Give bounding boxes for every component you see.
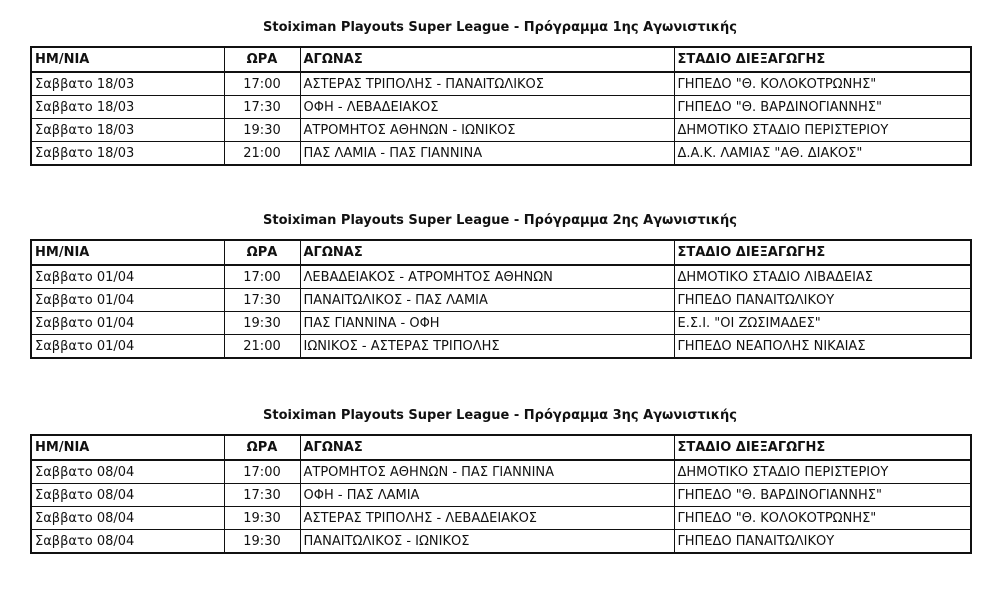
schedule-table (30, 46, 972, 166)
cell-time: 17:00 (224, 72, 300, 96)
cell-date: Σαββατο 18/03 (31, 96, 224, 119)
cell-time: 21:00 (224, 142, 300, 166)
cell-date: Σαββατο 08/04 (31, 530, 224, 554)
cell-time: 21:00 (224, 335, 300, 359)
cell-match: ΑΤΡΟΜΗΤΟΣ ΑΘΗΝΩΝ - ΙΩΝΙΚΟΣ (300, 119, 674, 142)
header-time: ΩΡΑ (224, 240, 300, 265)
cell-date: Σαββατο 01/04 (31, 289, 224, 312)
cell-venue: ΓΗΠΕΔΟ "Θ. ΚΟΛΟΚΟΤΡΩΝΗΣ" (674, 507, 971, 530)
header-time: ΩΡΑ (224, 435, 300, 460)
header-match: ΑΓΩΝΑΣ (300, 240, 674, 265)
cell-time: 17:00 (224, 460, 300, 484)
table-header-row (31, 47, 971, 72)
header-date: ΗΜ/ΝΙΑ (31, 435, 224, 460)
cell-match: ΑΣΤΕΡΑΣ ΤΡΙΠΟΛΗΣ - ΛΕΒΑΔΕΙΑΚΟΣ (300, 507, 674, 530)
cell-time: 19:30 (224, 119, 300, 142)
cell-venue: ΓΗΠΕΔΟ ΠΑΝΑΙΤΩΛΙΚΟΥ (674, 289, 971, 312)
header-date: ΗΜ/ΝΙΑ (31, 240, 224, 265)
table-row (31, 72, 971, 96)
cell-date: Σαββατο 01/04 (31, 265, 224, 289)
table-row (31, 289, 971, 312)
cell-time: 19:30 (224, 507, 300, 530)
cell-venue: ΓΗΠΕΔΟ ΝΕΑΠΟΛΗΣ ΝΙΚΑΙΑΣ (674, 335, 971, 359)
header-date: ΗΜ/ΝΙΑ (31, 47, 224, 72)
cell-date: Σαββατο 08/04 (31, 484, 224, 507)
table-row (31, 142, 971, 166)
table-row (31, 312, 971, 335)
cell-date: Σαββατο 18/03 (31, 72, 224, 96)
cell-venue: ΔΗΜΟΤΙΚΟ ΣΤΑΔΙΟ ΠΕΡΙΣΤΕΡΙΟΥ (674, 119, 971, 142)
header-venue: ΣΤΑΔΙΟ ΔΙΕΞΑΓΩΓΗΣ (674, 240, 971, 265)
header-match: ΑΓΩΝΑΣ (300, 435, 674, 460)
cell-time: 17:30 (224, 289, 300, 312)
cell-match: ΟΦΗ - ΛΕΒΑΔΕΙΑΚΟΣ (300, 96, 674, 119)
table-row (31, 335, 971, 359)
cell-time: 17:30 (224, 96, 300, 119)
table-row (31, 484, 971, 507)
table-row (31, 265, 971, 289)
cell-venue: ΓΗΠΕΔΟ "Θ. ΚΟΛΟΚΟΤΡΩΝΗΣ" (674, 72, 971, 96)
round-title: Stoiximan Playouts Super League - Πρόγραμμα 3ης Αγωνιστικής (263, 408, 737, 423)
header-time: ΩΡΑ (224, 47, 300, 72)
cell-date: Σαββατο 08/04 (31, 460, 224, 484)
header-venue: ΣΤΑΔΙΟ ΔΙΕΞΑΓΩΓΗΣ (674, 47, 971, 72)
cell-match: ΑΣΤΕΡΑΣ ΤΡΙΠΟΛΗΣ - ΠΑΝΑΙΤΩΛΙΚΟΣ (300, 72, 674, 96)
cell-time: 17:30 (224, 484, 300, 507)
table-row (31, 119, 971, 142)
table-row (31, 460, 971, 484)
cell-match: ΠΑΝΑΙΤΩΛΙΚΟΣ - ΠΑΣ ΛΑΜΙΑ (300, 289, 674, 312)
table-row (31, 507, 971, 530)
table-header-row (31, 435, 971, 460)
table-row (31, 96, 971, 119)
header-match: ΑΓΩΝΑΣ (300, 47, 674, 72)
cell-match: ΙΩΝΙΚΟΣ - ΑΣΤΕΡΑΣ ΤΡΙΠΟΛΗΣ (300, 335, 674, 359)
cell-venue: Ε.Σ.Ι. "ΟΙ ΖΩΣΙΜΑΔΕΣ" (674, 312, 971, 335)
table-row (31, 530, 971, 554)
cell-match: ΠΑΝΑΙΤΩΛΙΚΟΣ - ΙΩΝΙΚΟΣ (300, 530, 674, 554)
cell-match: ΟΦΗ - ΠΑΣ ΛΑΜΙΑ (300, 484, 674, 507)
schedule-table (30, 239, 972, 359)
cell-match: ΛΕΒΑΔΕΙΑΚΟΣ - ΑΤΡΟΜΗΤΟΣ ΑΘΗΝΩΝ (300, 265, 674, 289)
cell-venue: ΓΗΠΕΔΟ ΠΑΝΑΙΤΩΛΙΚΟΥ (674, 530, 971, 554)
cell-time: 19:30 (224, 312, 300, 335)
cell-venue: ΓΗΠΕΔΟ "Θ. ΒΑΡΔΙΝΟΓΙΑΝΝΗΣ" (674, 484, 971, 507)
cell-venue: ΔΗΜΟΤΙΚΟ ΣΤΑΔΙΟ ΠΕΡΙΣΤΕΡΙΟΥ (674, 460, 971, 484)
cell-date: Σαββατο 18/03 (31, 142, 224, 166)
round-title: Stoiximan Playouts Super League - Πρόγραμμα 2ης Αγωνιστικής (263, 213, 737, 228)
cell-match: ΑΤΡΟΜΗΤΟΣ ΑΘΗΝΩΝ - ΠΑΣ ΓΙΑΝΝΙΝΑ (300, 460, 674, 484)
round-title: Stoiximan Playouts Super League - Πρόγραμμα 1ης Αγωνιστικής (263, 20, 737, 35)
cell-venue: ΓΗΠΕΔΟ "Θ. ΒΑΡΔΙΝΟΓΙΑΝΝΗΣ" (674, 96, 971, 119)
cell-match: ΠΑΣ ΓΙΑΝΝΙΝΑ - ΟΦΗ (300, 312, 674, 335)
header-venue: ΣΤΑΔΙΟ ΔΙΕΞΑΓΩΓΗΣ (674, 435, 971, 460)
cell-venue: Δ.Α.Κ. ΛΑΜΙΑΣ "ΑΘ. ΔΙΑΚΟΣ" (674, 142, 971, 166)
cell-time: 17:00 (224, 265, 300, 289)
cell-venue: ΔΗΜΟΤΙΚΟ ΣΤΑΔΙΟ ΛΙΒΑΔΕΙΑΣ (674, 265, 971, 289)
schedule-table (30, 434, 972, 554)
cell-date: Σαββατο 01/04 (31, 312, 224, 335)
table-header-row (31, 240, 971, 265)
cell-date: Σαββατο 08/04 (31, 507, 224, 530)
cell-match: ΠΑΣ ΛΑΜΙΑ - ΠΑΣ ΓΙΑΝΝΙΝΑ (300, 142, 674, 166)
cell-time: 19:30 (224, 530, 300, 554)
cell-date: Σαββατο 01/04 (31, 335, 224, 359)
cell-date: Σαββατο 18/03 (31, 119, 224, 142)
